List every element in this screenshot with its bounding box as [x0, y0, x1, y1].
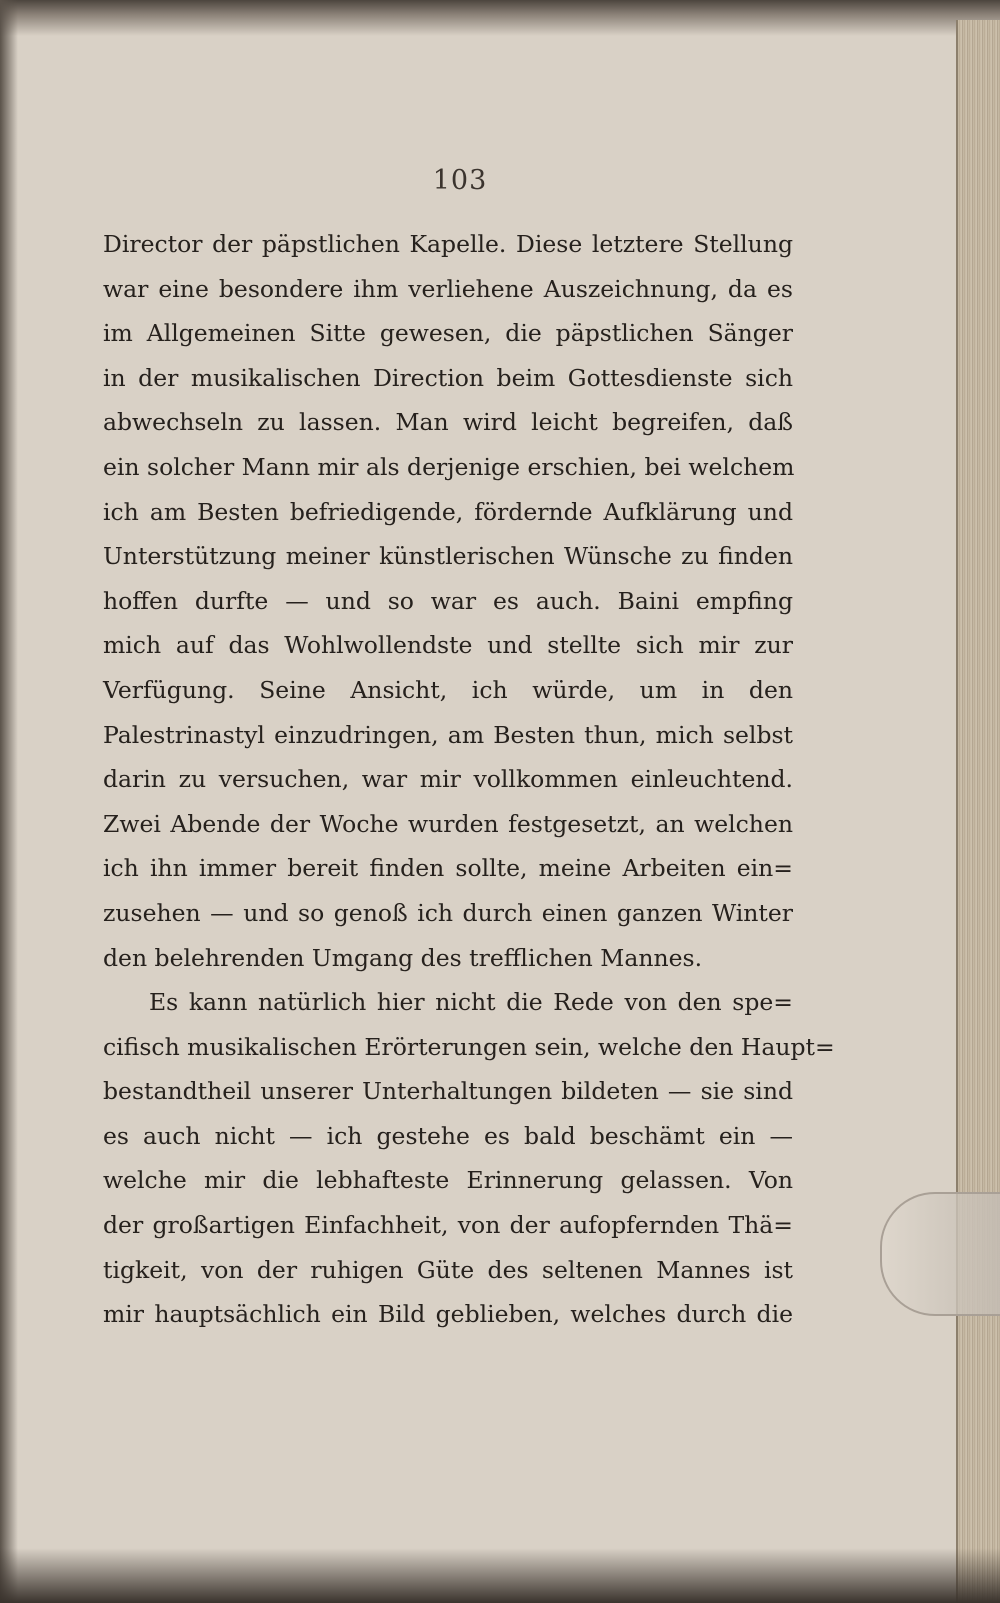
text-line: Palestrinastyl einzudringen, am Besten thun, mich selbst — [103, 720, 793, 749]
text-line: ich ihn immer bereit finden sollte, meine Arbeiten ein= — [103, 854, 793, 883]
text-line: abwechseln zu lassen. Man wird leicht begreifen, daß — [103, 408, 793, 437]
page-gutter-shadow — [0, 0, 18, 1603]
text-line: den belehrenden Umgang des trefflichen Mannes. — [103, 943, 703, 972]
text-line: Zwei Abende der Woche wurden festgesetzt, an welchen — [103, 809, 793, 838]
text-line: der großartigen Einfachheit, von der aufopfernden Thä= — [103, 1211, 793, 1240]
text-line: war eine besondere ihm verliehene Auszeichnung, da es — [103, 274, 793, 303]
text-line: bestandtheil unserer Unterhaltungen bildeten — sie sind — [103, 1077, 793, 1106]
page-bottom-shadow — [0, 1548, 1000, 1603]
text-line: in der musikalischen Direction beim Gottesdienste sich — [103, 363, 793, 392]
text-line: welche mir die lebhafteste Erinnerung gelassen. Von — [103, 1166, 793, 1195]
text-line: cifisch musikalischen Erörterungen sein, welche den Haupt= — [103, 1032, 835, 1061]
text-line: im Allgemeinen Sitte gewesen, die päpstlichen Sänger — [103, 319, 793, 348]
text-line: es auch nicht — ich gestehe es bald beschämt ein — — [103, 1121, 793, 1150]
book-fore-edge — [956, 20, 1000, 1603]
text-line: zusehen — und so genoß ich durch einen ganzen Winter — [103, 898, 793, 927]
page-top-shadow — [0, 0, 1000, 36]
text-line: ein solcher Mann mir als derjenige erschien, bei welchem — [103, 452, 795, 481]
text-line: tigkeit, von der ruhigen Güte des seltenen Mannes ist — [103, 1255, 793, 1284]
text-line: Unterstützung meiner künstlerischen Wünsche zu finden — [103, 542, 793, 571]
text-line: Es kann natürlich hier nicht die Rede von den spe= — [149, 988, 793, 1017]
text-line: hoffen durfte — und so war es auch. Baini empfing — [103, 586, 793, 615]
page-number: 103 — [432, 165, 488, 196]
text-line: Director der päpstlichen Kapelle. Diese letztere Stellung — [103, 230, 793, 258]
text-line: mir hauptsächlich ein Bild geblieben, welches durch die — [103, 1300, 793, 1329]
text-line: darin zu versuchen, war mir vollkommen einleuchtend. — [103, 765, 793, 794]
text-line: ich am Besten befriedigende, fördernde Aufklärung und — [103, 497, 793, 526]
text-line: mich auf das Wohlwollendste und stellte sich mir zur — [103, 631, 793, 660]
thumb-index-tab — [880, 1192, 1000, 1316]
body-text — [103, 222, 835, 1337]
text-line: Verfügung. Seine Ansicht, ich würde, um in den — [103, 675, 793, 704]
